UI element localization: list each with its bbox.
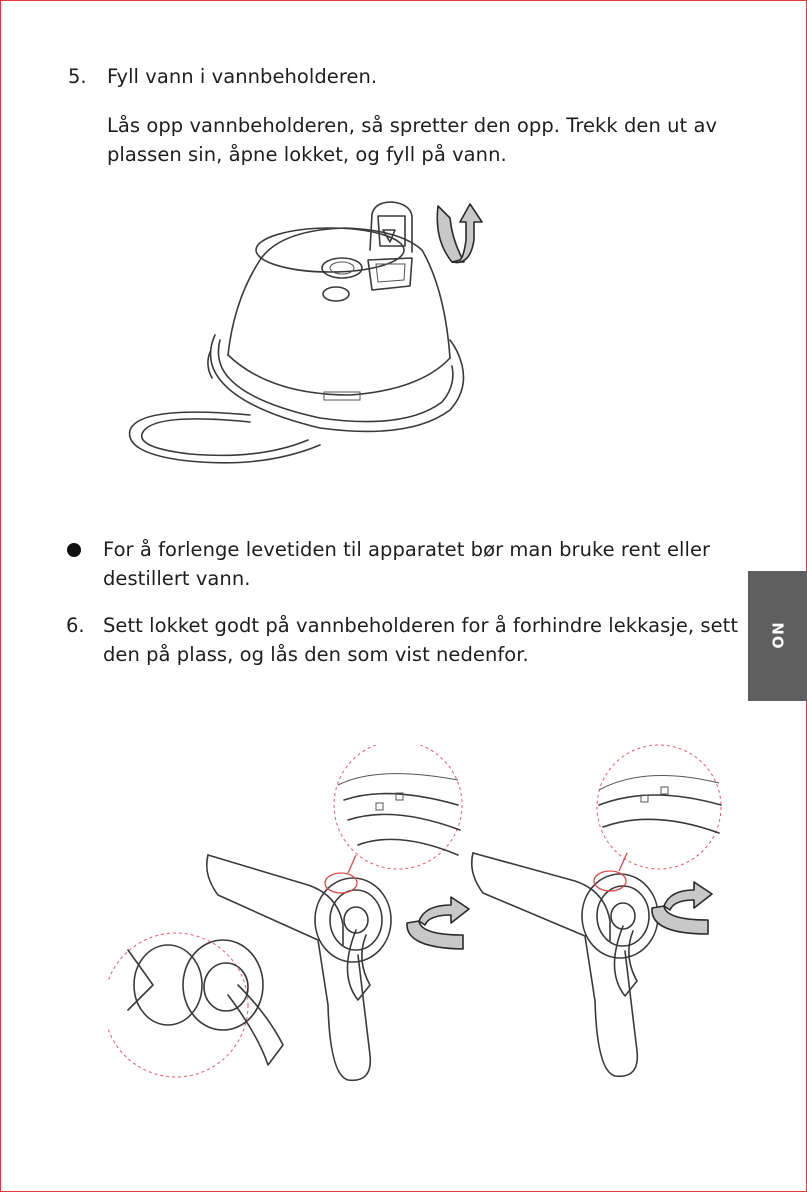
rotate-arrow-icon <box>650 880 718 940</box>
step-6-line-1: Sett lokket godt på vannbeholderen for å forhindre lekkasje, sett <box>103 614 739 637</box>
step-5-line-1: Lås opp vannbeholderen, så spretter den opp. Trekk den ut av <box>107 114 718 137</box>
step-5-title: Fyll vann i vannbeholderen. <box>107 65 378 88</box>
language-tab-label: NO <box>768 622 787 650</box>
step-6-number: 6. <box>66 614 85 637</box>
note-line-1: For å forlenge levetiden til apparatet bør man bruke rent eller <box>103 538 711 561</box>
language-tab <box>748 571 807 701</box>
rotate-arrow-icon <box>430 200 500 270</box>
step-6-line-2: den på plass, og lås den som vist nedenfor. <box>103 643 529 666</box>
bullet-dot <box>67 543 81 557</box>
step-5-number: 5. <box>68 65 87 88</box>
note-line-2: destillert vann. <box>103 567 251 590</box>
step-5-line-2: plassen sin, åpne lokket, og fyll på vann. <box>107 143 507 166</box>
